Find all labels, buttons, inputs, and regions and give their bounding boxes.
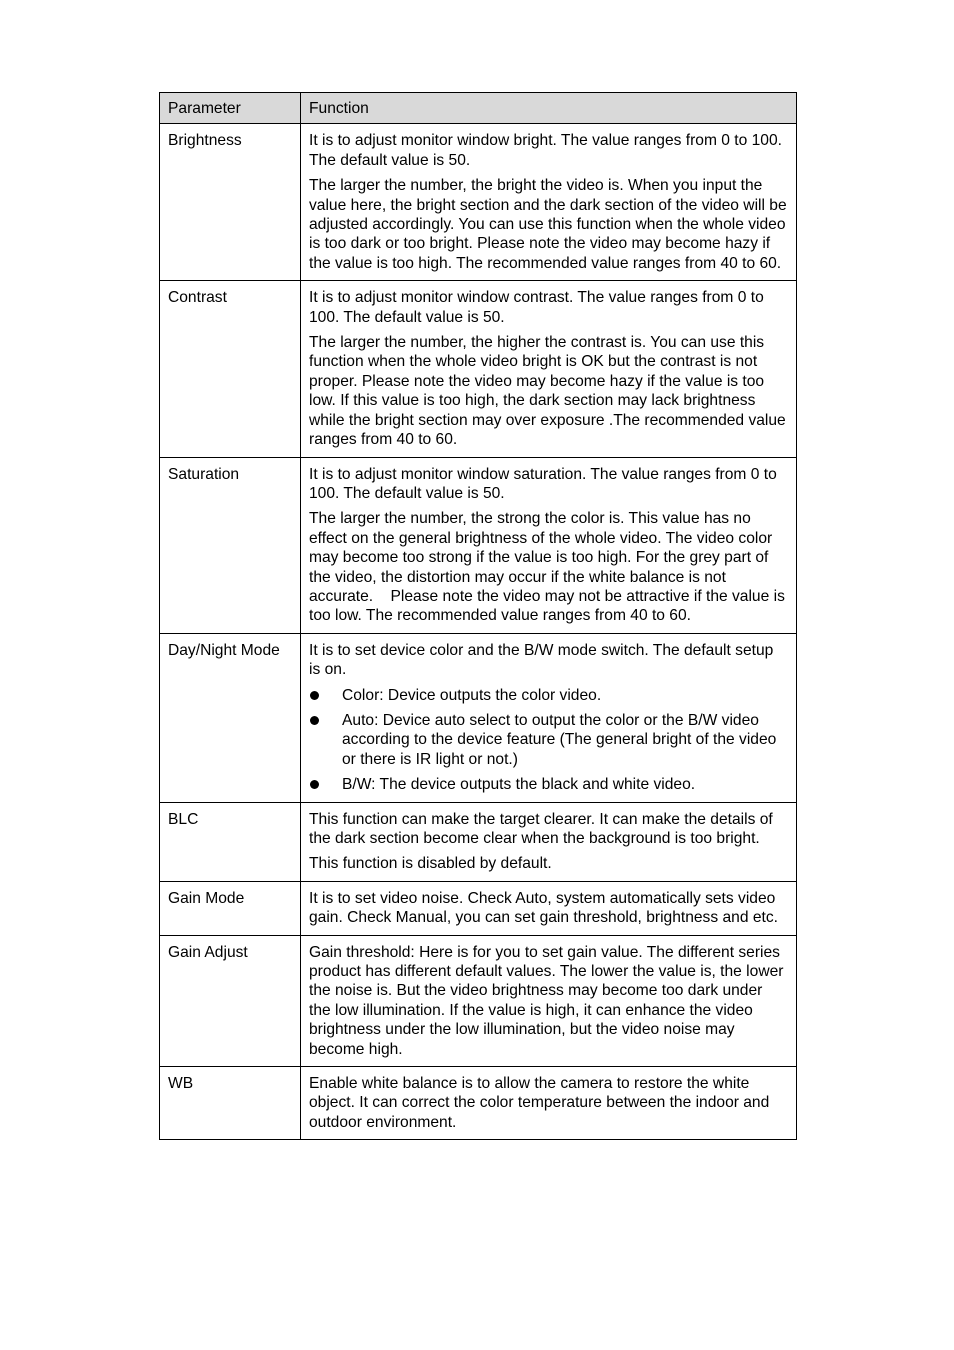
table-header-row [160, 93, 797, 124]
list-item-text: Color: Device outputs the color video. [342, 686, 602, 704]
function-cell [301, 281, 797, 457]
paragraph: Gain threshold: Here is for you to set gain value. The different series product has different default values. The lower the value is, the lower the noise is. But the video brightness may become too dark under the low illumination. If the value is high, it can enhance the video brightness under the low illumination, but the video noise may become high. [309, 943, 784, 1058]
param-gain-adjust: Gain Adjust [160, 935, 301, 1066]
paragraph: It is to adjust monitor window saturation. The value ranges from 0 to 100. The default value is 50. [309, 465, 777, 502]
function-cell [301, 881, 797, 935]
paragraph: This function is disabled by default. [309, 855, 552, 873]
function-cell [301, 1067, 797, 1140]
param-gain-mode: Gain Mode [160, 881, 301, 935]
function-cell [301, 124, 797, 281]
paragraph: The larger the number, the strong the color is. This value has no effect on the general brightness of the whole video. The video color may become too strong if the value is too high. For the grey part of the video, the distortion may occur if the white balance is not accurate. Please note the video may not be attractive if the value is too low. The recommended value ranges from 40 to 60. [309, 510, 785, 625]
table-row [160, 802, 797, 881]
bullet-icon [310, 780, 319, 789]
param-saturation: Saturation [160, 457, 301, 633]
paragraph: The larger the number, the higher the contrast is. You can use this function when the whole video bright is OK but the contrast is not proper. Please note the video may become hazy if the value is too low. If this value is too high, the dark section may lack brightness while the bright section may over exposure .The recommended value ranges from 40 to 60. [309, 334, 786, 449]
paragraph: The larger the number, the bright the video is. When you input the value here, the bright section and the dark section of the video will be adjusted accordingly. You can use this function when the whole video is too dark or too bright. Please note the video may become hazy if the value is too high. The recommended value ranges from 40 to 60. [309, 177, 787, 272]
param-brightness: Brightness [160, 124, 301, 281]
table-row [160, 124, 797, 281]
table-row [160, 633, 797, 802]
header-parameter: Parameter [160, 93, 301, 124]
list-item-text: Auto: Device auto select to output the color or the B/W video according to the device feature (The general bright of the video or there is IR light or not.) [342, 711, 777, 768]
table-row [160, 935, 797, 1066]
parameter-table [159, 92, 797, 1140]
param-day-night-mode: Day/Night Mode [160, 633, 301, 802]
function-cell [301, 457, 797, 633]
bullet-icon [310, 691, 319, 700]
paragraph: It is to adjust monitor window bright. The value ranges from 0 to 100. The default value is 50. [309, 132, 782, 169]
function-cell [301, 802, 797, 881]
paragraph: It is to set device color and the B/W mode switch. The default setup is on. [309, 641, 774, 679]
paragraph: It is to set video noise. Check Auto, system automatically sets video gain. Check Manual, you can set gain threshold, brightness and etc. [309, 889, 778, 927]
bullet-icon [310, 716, 319, 725]
param-blc: BLC [160, 802, 301, 881]
param-contrast: Contrast [160, 281, 301, 457]
list-item-text: B/W: The device outputs the black and white video. [342, 776, 696, 794]
table-row [160, 281, 797, 457]
list-item [309, 775, 788, 794]
function-cell [301, 935, 797, 1066]
bullet-list [309, 686, 788, 795]
table-row [160, 881, 797, 935]
list-item [309, 686, 788, 705]
table-row [160, 1067, 797, 1140]
param-wb: WB [160, 1067, 301, 1140]
paragraph: Enable white balance is to allow the camera to restore the white object. It can correct the color temperature between the indoor and outdoor environment. [309, 1075, 770, 1131]
list-item [309, 711, 788, 769]
header-function: Function [301, 93, 797, 124]
paragraph: This function can make the target clearer. It can make the details of the dark section become clear when the background is too bright. [309, 810, 773, 847]
table-row [160, 457, 797, 633]
function-cell [301, 633, 797, 802]
paragraph: It is to adjust monitor window contrast. The value ranges from 0 to 100. The default value is 50. [309, 289, 764, 326]
